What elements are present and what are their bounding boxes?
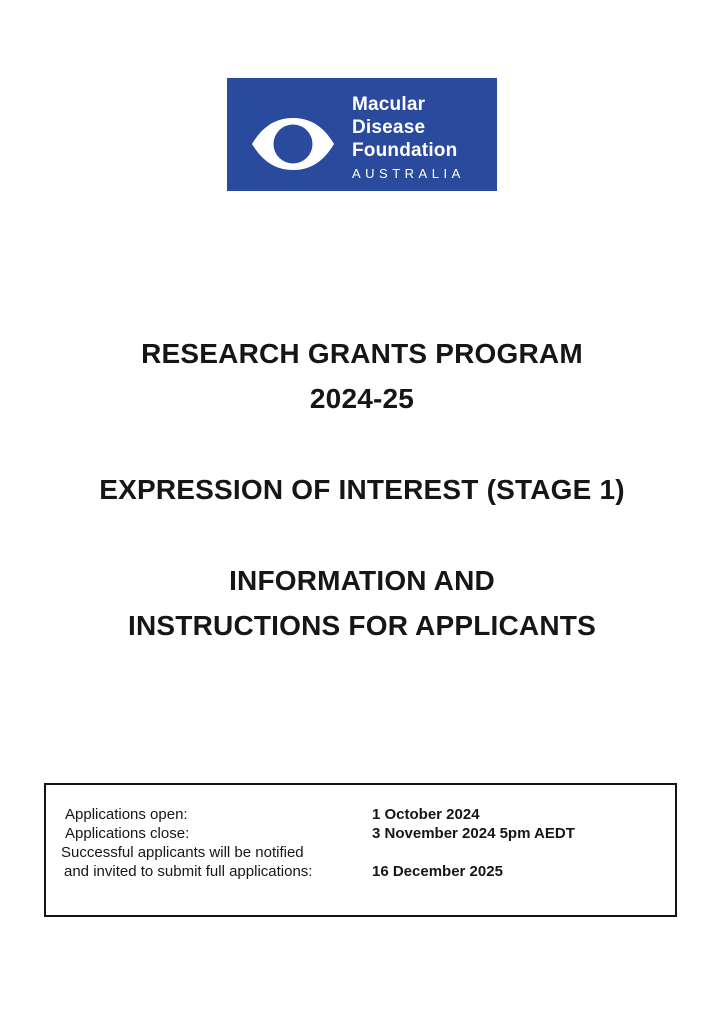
key-dates-box [44,783,677,917]
logo-word-australia: AUSTRALIA [352,166,465,181]
dates-row-close [46,825,675,844]
title-stage: EXPRESSION OF INTEREST (STAGE 1) [99,474,625,505]
dates-row-invited [46,863,675,882]
title-program: RESEARCH GRANTS PROGRAM [141,338,583,369]
notified-label: Successful applicants will be notified [61,844,304,861]
logo-word-macular: Macular [352,94,426,115]
title-year: 2024-25 [309,383,415,414]
eye-icon [251,117,335,171]
title-info-line1: INFORMATION AND [229,565,495,596]
logo-word-foundation: Foundation [352,140,458,161]
dates-row-notified [46,844,675,863]
title-info-line2: INSTRUCTIONS FOR APPLICANTS [128,610,596,641]
logo-wordmark [352,93,465,185]
open-date: 1 October 2024 [372,806,480,823]
open-label: Applications open: [65,806,188,823]
mdfa-logo [227,78,497,191]
close-label: Applications close: [65,825,190,842]
invited-date: 16 December 2025 [372,863,503,880]
dates-row-open [46,806,675,825]
logo-word-disease: Disease [352,117,426,138]
invited-label: and invited to submit full applications: [64,863,313,880]
close-date: 3 November 2024 5pm AEDT [372,825,575,842]
